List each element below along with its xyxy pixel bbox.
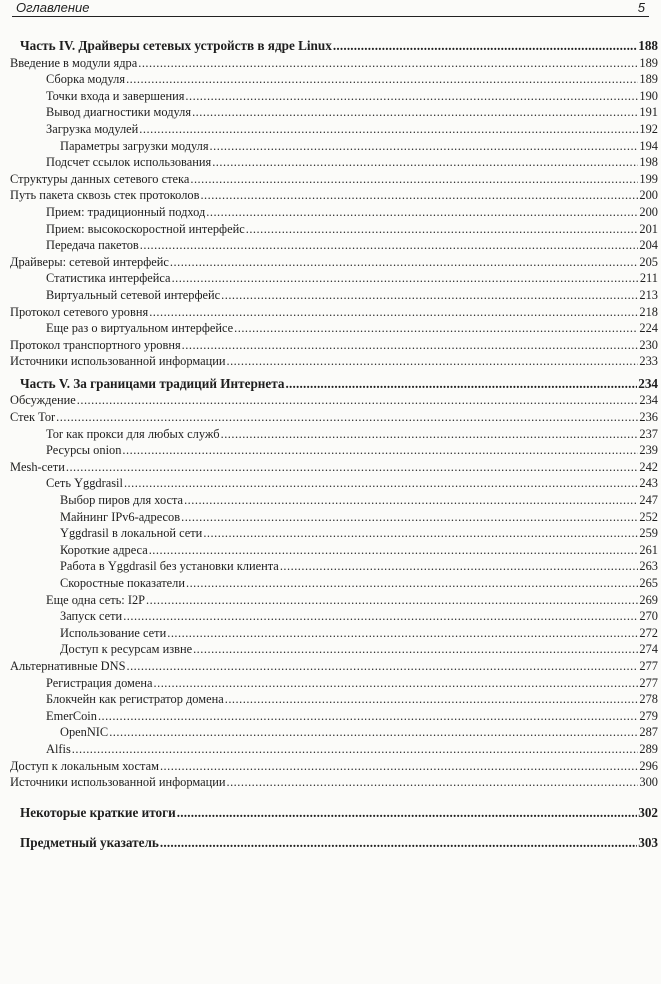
toc-entry[interactable] [10, 691, 658, 708]
toc-entry-page: 230 [639, 337, 658, 352]
toc-leader-dots [181, 509, 638, 526]
toc-leader-dots [184, 492, 638, 509]
toc-leader-dots [140, 237, 639, 254]
toc-leader-dots [98, 708, 638, 725]
toc-entry-title: Протокол сетевого уровня [10, 304, 149, 319]
toc-entry-title: Обсуждение [10, 393, 76, 408]
toc-entry-title: OpenNIC [60, 725, 109, 740]
toc-entry-title: Запуск сети [60, 609, 123, 624]
toc-entry[interactable] [10, 509, 658, 526]
toc-entry-page: 259 [639, 526, 658, 541]
toc-entry[interactable] [10, 442, 658, 459]
toc-entry-title: Доступ к локальным хостам [10, 758, 159, 773]
toc-entry-page: 190 [639, 88, 658, 103]
toc-leader-dots [200, 187, 638, 204]
toc-entry-title: Введение в модули ядра [10, 55, 138, 70]
toc-part-heading[interactable] [10, 805, 658, 822]
toc-entry-title: Alfis [46, 741, 71, 756]
toc-entry-title: Майнинг IPv6-адресов [60, 509, 181, 524]
toc-entry-title: Источники использованной информации [10, 354, 226, 369]
toc-entry-page: 300 [639, 775, 658, 790]
toc-leader-dots [154, 675, 639, 692]
toc-entry-page: 224 [639, 321, 658, 336]
toc-entry[interactable] [10, 492, 658, 509]
toc-entry-title: Регистрация домена [46, 675, 153, 690]
toc-entry-page: 234 [639, 393, 658, 408]
toc-entry[interactable] [10, 287, 658, 304]
toc-entry-title: Mesh-сети [10, 459, 65, 474]
toc-entry[interactable] [10, 525, 658, 542]
toc-entry[interactable] [10, 88, 658, 105]
toc-gap [10, 821, 658, 835]
toc-leader-dots [126, 71, 638, 88]
toc-leader-dots [109, 724, 638, 741]
toc-leader-dots [210, 138, 639, 155]
toc-leader-dots [212, 154, 638, 171]
toc-entry-title: Источники использованной информации [10, 775, 226, 790]
toc-leader-dots [124, 475, 638, 492]
toc-entry-title: Доступ к ресурсам извне [60, 642, 193, 657]
toc-leader-dots [126, 658, 638, 675]
toc-entry-page: 274 [639, 642, 658, 657]
toc-entry-title: Часть V. За границами традиций Интернета [20, 375, 285, 391]
toc-leader-dots [167, 625, 638, 642]
toc-entry-title: Параметры загрузки модуля [60, 138, 209, 153]
toc-entry-page: 201 [639, 221, 658, 236]
toc-leader-dots [149, 304, 638, 321]
toc-entry-title: Загрузка модулей [46, 121, 139, 136]
toc-leader-dots [190, 171, 638, 188]
toc-leader-dots [225, 691, 639, 708]
toc-entry-page: 263 [639, 559, 658, 574]
toc-entry[interactable] [10, 270, 658, 287]
toc-entry-title: Предметный указатель [20, 835, 159, 851]
toc-leader-dots [72, 741, 639, 758]
toc-entry[interactable] [10, 392, 658, 409]
toc-entry-page: 302 [638, 804, 658, 820]
toc-entry-page: 205 [639, 254, 658, 269]
toc-entry-page: 200 [639, 188, 658, 203]
toc-entry-title: Передача пакетов [46, 238, 139, 253]
toc-entry[interactable] [10, 575, 658, 592]
toc-leader-dots [138, 55, 638, 72]
toc-entry[interactable] [10, 708, 658, 725]
toc-leader-dots [192, 104, 638, 121]
toc-entry-title: Выбор пиров для хоста [60, 493, 184, 508]
toc-entry-page: 243 [639, 476, 658, 491]
toc-leader-dots [149, 542, 639, 559]
toc-entry-page: 261 [639, 542, 658, 557]
toc-leader-dots [77, 392, 639, 409]
toc-leader-dots [203, 525, 638, 542]
toc-entry-page: 287 [639, 725, 658, 740]
toc-entry-page: 289 [639, 741, 658, 756]
toc-entry[interactable] [10, 426, 658, 443]
toc-gap [10, 791, 658, 805]
toc-entry-title: Прием: традиционный подход [46, 204, 206, 219]
toc-entry[interactable] [10, 320, 658, 337]
toc-entry[interactable] [10, 204, 658, 221]
toc-leader-dots [206, 204, 638, 221]
toc-leader-dots [170, 254, 639, 271]
toc-entry-title: Стек Tor [10, 410, 56, 425]
toc-entry-page: 218 [639, 304, 658, 319]
toc-entry-page: 200 [639, 204, 658, 219]
toc-leader-dots [185, 88, 638, 105]
toc-entry-page: 194 [639, 138, 658, 153]
toc-entry-page: 279 [639, 708, 658, 723]
toc-entry-title: Путь пакета сквозь стек протоколов [10, 188, 200, 203]
toc-entry-page: 192 [639, 121, 658, 136]
toc-leader-dots [160, 835, 637, 852]
toc-entry[interactable] [10, 337, 658, 354]
toc-entry-title: Структуры данных сетевого стека [10, 171, 190, 186]
toc-entry-title: Драйверы: сетевой интерфейс [10, 254, 169, 269]
toc-leader-dots [280, 558, 639, 575]
toc-entry-title: Еще раз о виртуальном интерфейсе [46, 321, 234, 336]
toc-entry-title: Часть IV. Драйверы сетевых устройств в ядре Linux [20, 38, 332, 53]
toc-leader-dots [146, 592, 638, 609]
toc-entry-page: 239 [639, 443, 658, 458]
toc-leader-dots [226, 353, 638, 370]
toc-leader-dots [234, 320, 638, 337]
toc-entry[interactable] [10, 675, 658, 692]
toc-entry[interactable] [10, 741, 658, 758]
toc-entry-page: 265 [639, 576, 658, 590]
toc-entry[interactable] [10, 154, 658, 171]
toc-entry-title: Альтернативные DNS [10, 658, 126, 673]
toc-entry-title: Прием: высокоскоростной интерфейс [46, 221, 245, 236]
toc-entry-title: Ресурсы onion [46, 443, 122, 458]
toc-entry[interactable] [10, 55, 658, 72]
toc-part-heading[interactable] [10, 835, 658, 852]
toc-entry-page: 242 [639, 459, 658, 474]
toc-part-heading[interactable] [10, 38, 658, 55]
toc-leader-dots [246, 221, 639, 238]
toc-entry-title: Протокол транспортного уровня [10, 337, 181, 352]
toc-leader-dots [186, 575, 638, 592]
toc-entry-page: 303 [638, 835, 658, 851]
toc-entry-title: Использование сети [60, 625, 167, 640]
toc-leader-dots [221, 287, 638, 304]
toc-entry[interactable] [10, 658, 658, 675]
toc-entry-page: 277 [639, 675, 658, 690]
toc-entry-title: Подсчет ссылок использования [46, 155, 212, 170]
toc-entry-page: 204 [639, 238, 658, 253]
toc-entry-title: Виртуальный сетевой интерфейс [46, 287, 221, 302]
toc-entry[interactable] [10, 625, 658, 642]
toc-entry-page: 270 [639, 609, 658, 624]
toc-entry[interactable] [10, 138, 658, 155]
toc-entry-title: Скоростные показатели [60, 576, 185, 590]
toc-entry-page: 237 [639, 426, 658, 441]
toc-leader-dots [177, 805, 637, 822]
toc-entry-page: 277 [639, 658, 658, 673]
toc-entry[interactable] [10, 475, 658, 492]
toc-entry[interactable] [10, 558, 658, 575]
toc-entry[interactable] [10, 608, 658, 625]
toc-leader-dots [333, 38, 637, 55]
toc-entry[interactable] [10, 121, 658, 138]
toc-entry-page: 213 [639, 287, 658, 302]
toc-entry[interactable] [10, 409, 658, 426]
toc-leader-dots [139, 121, 638, 138]
toc-entry-title: Yggdrasil в локальной сети [60, 526, 203, 541]
toc-entry[interactable] [10, 171, 658, 188]
toc-entry[interactable] [10, 104, 658, 121]
toc-leader-dots [160, 758, 638, 775]
toc-entry[interactable] [10, 724, 658, 741]
toc-leader-dots [56, 409, 638, 426]
toc-entry-page: 233 [639, 354, 658, 369]
toc-entry[interactable] [10, 221, 658, 238]
toc-entry[interactable] [10, 353, 658, 370]
toc-leader-dots [123, 608, 638, 625]
toc-entry-title: Tor как прокси для любых служб [46, 426, 220, 441]
toc-entry-title: Статистика интерфейса [46, 271, 171, 286]
toc-entry-page: 247 [639, 493, 658, 508]
toc-entry-title: Сеть Yggdrasil [46, 476, 123, 491]
toc-entry-page: 252 [639, 509, 658, 524]
toc-entry[interactable] [10, 71, 658, 88]
toc-entry-title: Блокчейн как регистратор домена [46, 692, 224, 707]
toc-leader-dots [182, 337, 639, 354]
toc-entry-page: 188 [638, 38, 658, 53]
toc-leader-dots [226, 774, 638, 791]
toc-leader-dots [172, 270, 639, 287]
toc-leader-dots [285, 376, 637, 393]
toc-entry-title: Вывод диагностики модуля [46, 105, 192, 120]
toc-entry-page: 278 [639, 692, 658, 707]
toc-entry[interactable] [10, 592, 658, 609]
toc-entry[interactable] [10, 187, 658, 204]
toc-entry[interactable] [10, 459, 658, 476]
toc-entry[interactable] [10, 542, 658, 559]
toc-entry-page: 272 [639, 625, 658, 640]
toc-entry-page: 199 [639, 171, 658, 186]
toc-entry[interactable] [10, 237, 658, 254]
toc-entry[interactable] [10, 641, 658, 658]
toc-entry-title: Сборка модуля [46, 72, 126, 87]
toc-entry-title: EmerCoin [46, 708, 97, 723]
toc-entry-page: 296 [639, 758, 658, 773]
toc-entry-page: 191 [639, 105, 658, 120]
toc-entry-page: 236 [639, 410, 658, 425]
toc-entry[interactable] [10, 254, 658, 271]
toc-leader-dots [221, 426, 639, 443]
toc-entry-page: 189 [639, 55, 658, 70]
running-header [12, 0, 649, 17]
running-header-page-number: 5 [637, 0, 645, 15]
toc-entry[interactable] [10, 304, 658, 321]
table-of-contents [10, 38, 658, 852]
toc-leader-dots [66, 459, 639, 476]
toc-entry-title: Короткие адреса [60, 542, 148, 557]
toc-entry-page: 234 [638, 375, 658, 391]
toc-entry-page: 189 [639, 72, 658, 87]
toc-entry-title: Некоторые краткие итоги [20, 804, 176, 820]
toc-part-heading[interactable] [10, 376, 658, 393]
toc-entry-title: Еще одна сеть: I2P [46, 592, 146, 607]
toc-entry-title: Работа в Yggdrasil без установки клиента [60, 559, 279, 574]
toc-leader-dots [193, 641, 638, 658]
toc-entry-page: 211 [639, 271, 658, 286]
toc-entry[interactable] [10, 774, 658, 791]
toc-entry-page: 198 [639, 155, 658, 170]
toc-leader-dots [122, 442, 638, 459]
toc-entry[interactable] [10, 758, 658, 775]
toc-entry-page: 269 [639, 592, 658, 607]
running-header-title: Оглавление [16, 0, 90, 15]
toc-entry-title: Точки входа и завершения [46, 88, 185, 103]
